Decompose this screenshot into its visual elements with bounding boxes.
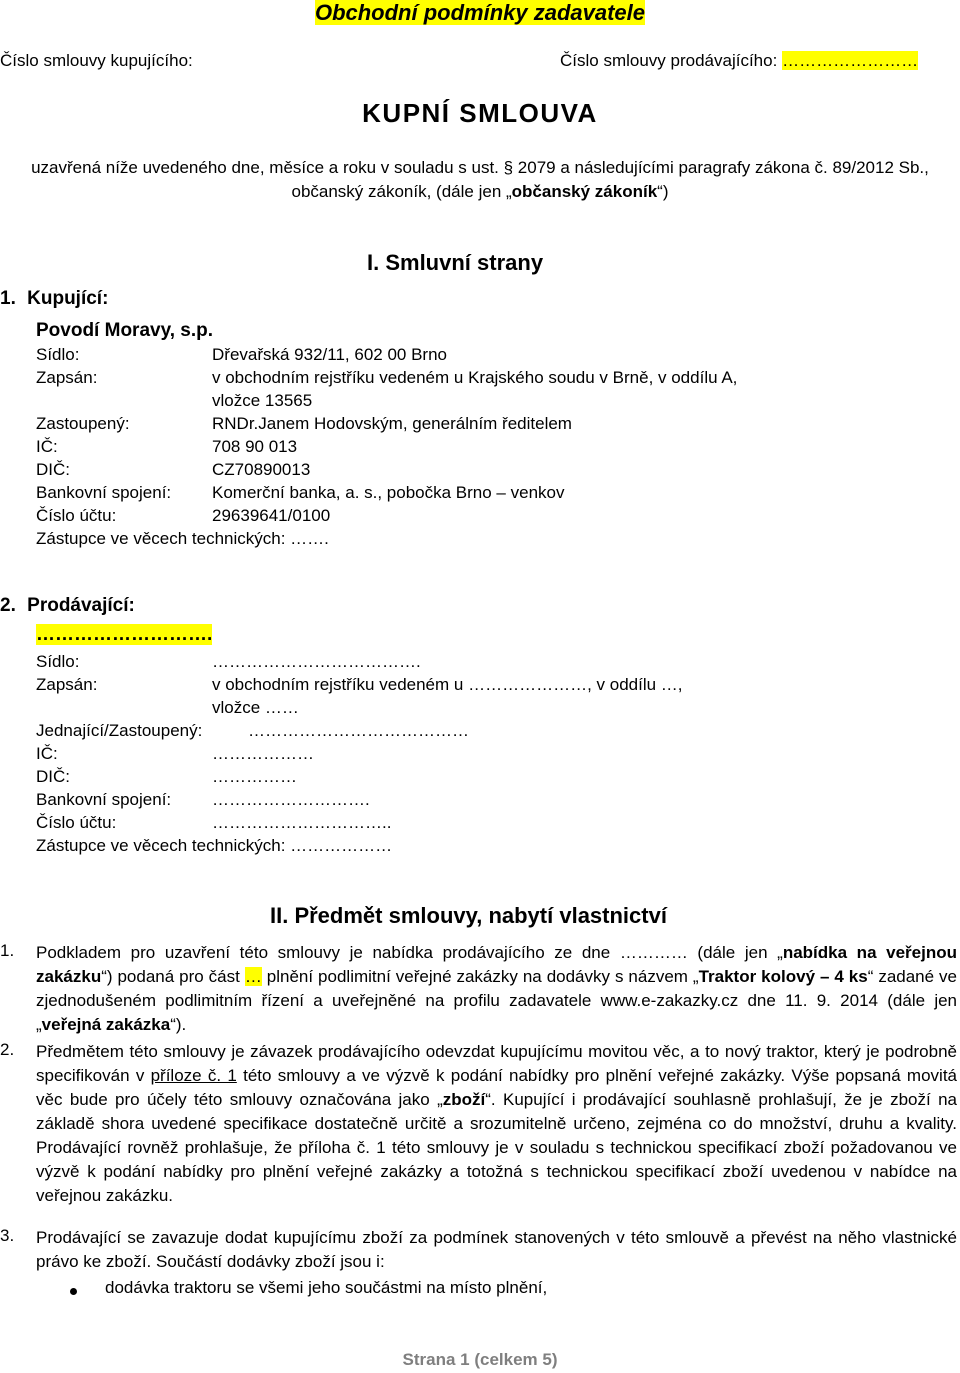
contract-title: KUPNÍ SMLOUVA [362, 98, 598, 128]
bullet-icon [70, 1288, 77, 1295]
paragraph-2: Předmětem této smlouvy je závazek prodávajícího odevzdat kupujícímu movitou věc, a to nový traktor, který je podrobně specifikován v příloze č. 1 této smlouvy a ve výzvě k podání nabídky pro plnění veřejné zakázky. Výše popsaná movitá věc bude pro účely této smlouvy označována jako „zboží“. Kupující i prodávající souhlasně prohlašují, že je zboží na základě shora uvedené specifikace dostatečně určitě a srozumitelně určeno, zejména co do množství, druhu a kvality. Prodávající rovněž prohlašuje, že příloha č. 1 této smlouvy je v souladu s technickou specifikací zboží požadovanou ve výzvě k podání nabídky pro plnění veřejné zakázky a totožná s technickou specifikací zboží uvedenou v nabídce na veřejnou zakázku. [36, 1042, 958, 1205]
paragraph-1: Podkladem pro uzavření této smlouvy je nabídka prodávajícího ze dne ………… (dále jen „nabídka na veřejnou zakázku“) podaná pro část … plnění podlimitní veřejné zakázky na dodávky s názvem „Traktor kolový – 4 ks“ zadané ve zjednodušeném podlimitním řízení a uveřejněné na profilu zadavatele www.e-zakazky.cz dne 11. 9. 2014 (dále jen „veřejná zakázka“). [36, 943, 957, 1034]
seller-contract-number [560, 51, 918, 71]
section-2-heading: II. Předmět smlouvy, nabytí vlastnictví [270, 903, 667, 928]
buyer-contract-number-label: Číslo smlouvy kupujícího: [0, 51, 193, 70]
bullet-item: dodávka traktoru se všemi jeho součástmi na místo plnění, [105, 1278, 548, 1297]
section-1-heading: I. Smluvní strany [367, 250, 544, 275]
intro-paragraph: uzavřená níže uvedeného dne, měsíce a roku v souladu s ust. § 2079 a následujícími paragrafy zákona č. 89/2012 Sb., občanský zákoník, (dále jen „občanský zákoník“) [31, 158, 929, 201]
paragraph-2-number: 2. [0, 1040, 15, 1059]
buyer-heading: 1. Kupující: [0, 288, 109, 309]
seller-heading: 2. Prodávající: [0, 595, 135, 616]
seller-contract-number-label: Číslo smlouvy prodávajícího: [560, 51, 778, 70]
seller-contract-number-value: …………………… [782, 51, 919, 70]
paragraph-3-number: 3. [0, 1226, 15, 1245]
page-footer: Strana 1 (celkem 5) [402, 1350, 558, 1369]
document-header-title: Obchodní podmínky zadavatele [314, 0, 646, 25]
buyer-name: Povodí Moravy, s.p. [36, 320, 214, 341]
paragraph-3: Prodávající se zavazuje dodat kupujícímu zboží za podmínek stanovených v této smlouvě a převést na něho vlastnické právo ke zboží. Součástí dodávky zboží jsou i: [36, 1228, 957, 1271]
seller-name: ………………………. [36, 624, 213, 645]
paragraph-1-number: 1. [0, 941, 15, 960]
